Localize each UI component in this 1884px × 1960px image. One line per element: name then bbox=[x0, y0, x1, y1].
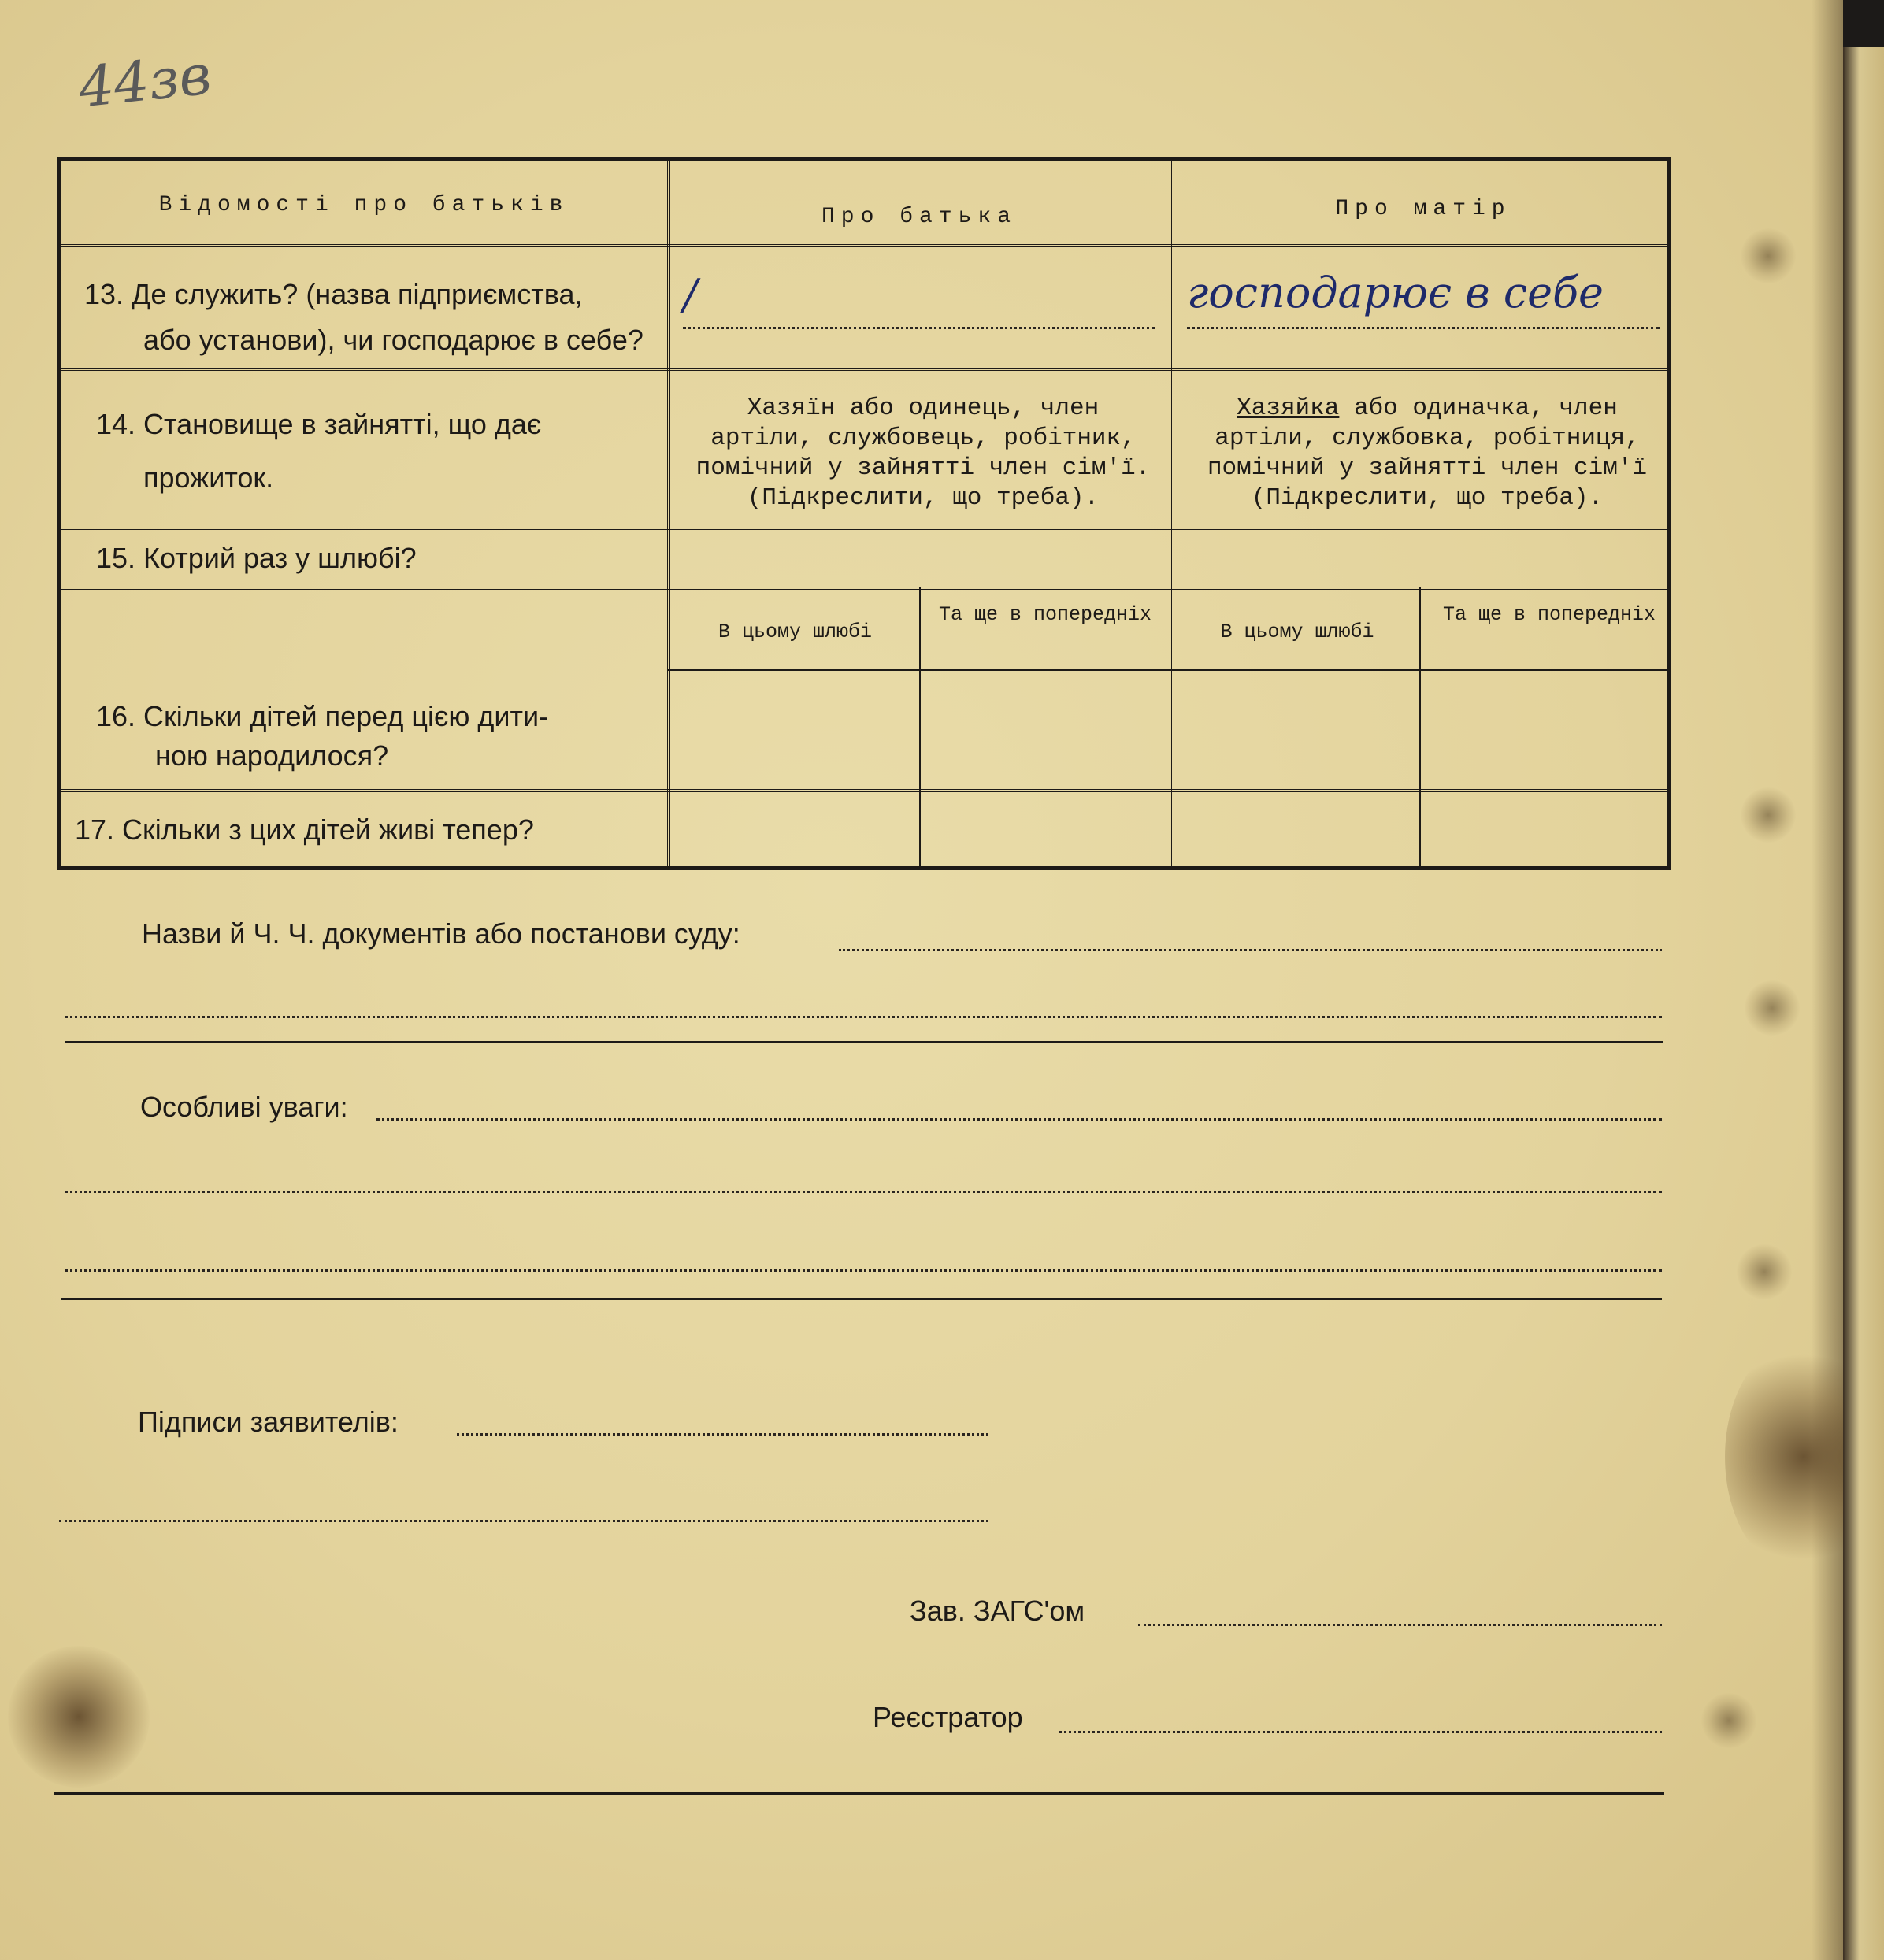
table-rule bbox=[61, 368, 1667, 371]
table-rule bbox=[61, 587, 1667, 590]
binding-back-sheet bbox=[1843, 47, 1884, 1960]
punch-hole bbox=[1745, 980, 1800, 1036]
registrar-signature-line[interactable] bbox=[1059, 1731, 1662, 1733]
q14-label bbox=[96, 398, 663, 505]
table-column-rule bbox=[667, 161, 670, 866]
bottom-rule bbox=[54, 1792, 1664, 1795]
parents-info-table bbox=[57, 157, 1671, 870]
stain-right bbox=[1725, 1339, 1843, 1575]
page-edge-shadow bbox=[1812, 0, 1843, 1960]
documents-label: Назви й Ч. Ч. документів або постанови суду: bbox=[142, 917, 740, 950]
q16-label-line2: ною народилося? bbox=[155, 739, 389, 772]
q16-mother-sub-previous: Та ще в попередніх bbox=[1442, 603, 1656, 626]
registrar-label: Реєстратор bbox=[873, 1701, 1023, 1733]
header-mother: Про матір bbox=[1335, 197, 1511, 221]
q14-mother-options[interactable] bbox=[1195, 394, 1660, 513]
q16-father-sub-current: В цьому шлюбі bbox=[718, 621, 873, 643]
remarks-field-line2[interactable] bbox=[65, 1191, 1662, 1193]
q14-mother-options-rest: або одиначка, член артіли, службовка, робітниця, помічний у зайнятті член сім'ї (Підкреслити, що треба). bbox=[1207, 395, 1648, 512]
q15-label: 15. Котрий раз у шлюбі? bbox=[96, 542, 417, 574]
q13-mother-line bbox=[1187, 327, 1660, 329]
table-rule bbox=[61, 529, 1667, 532]
subheader-rule bbox=[667, 669, 1667, 671]
remarks-label: Особливі уваги: bbox=[140, 1091, 348, 1123]
signatures-field-line1[interactable] bbox=[457, 1433, 988, 1436]
punch-hole bbox=[1701, 1693, 1756, 1748]
q14-mother-underlined-choice: Хазяйка bbox=[1237, 395, 1340, 422]
table-column-rule bbox=[1171, 161, 1174, 866]
documents-field-line2[interactable] bbox=[65, 1016, 1662, 1018]
q13-label-line2: або установи), чи господарює в себе? bbox=[143, 324, 643, 356]
q13-father-line bbox=[683, 327, 1155, 329]
signatures-label: Підписи заявителів: bbox=[138, 1406, 399, 1438]
section-rule bbox=[65, 1041, 1663, 1043]
q13-father-value[interactable]: / bbox=[683, 270, 698, 320]
punch-hole bbox=[1741, 228, 1796, 283]
zags-head-label: Зав. ЗАГС'ом bbox=[910, 1595, 1085, 1627]
punch-hole bbox=[1737, 1244, 1792, 1299]
q13-label-line1: 13. Де служить? (назва підприємства, bbox=[84, 278, 583, 310]
documents-field-line1[interactable] bbox=[839, 949, 1662, 951]
q16-label bbox=[96, 697, 663, 776]
table-subcolumn-rule bbox=[919, 587, 921, 866]
stain-bottom-left bbox=[8, 1646, 150, 1788]
remarks-field-line1[interactable] bbox=[376, 1118, 1662, 1121]
q17-label: 17. Скільки з цих дітей живі тепер? bbox=[75, 813, 534, 846]
header-father: Про батька bbox=[821, 205, 1018, 229]
punch-hole bbox=[1741, 787, 1796, 843]
table-rule bbox=[61, 244, 1667, 247]
q16-label-line1: 16. Скільки дітей перед цією дити- bbox=[96, 700, 549, 732]
header-info: Відомості про батьків bbox=[158, 193, 569, 217]
q16-father-sub-previous: Та ще в попередніх bbox=[938, 603, 1152, 626]
signatures-field-line2[interactable] bbox=[59, 1520, 988, 1522]
section-rule bbox=[61, 1298, 1662, 1300]
q14-father-options[interactable]: Хазяїн або одинець, член артіли, службовець, робітник, помічний у зайнятті член сім'ї. (Підкреслити, що треба). bbox=[695, 395, 1151, 512]
page-number-mark: 44зв bbox=[76, 42, 214, 120]
q13-mother-value[interactable]: господарює в себе bbox=[1187, 268, 1604, 317]
q16-mother-sub-current: В цьому шлюбі bbox=[1220, 621, 1374, 643]
remarks-field-line3[interactable] bbox=[65, 1269, 1662, 1272]
zags-head-signature-line[interactable] bbox=[1138, 1624, 1662, 1626]
q14-label-line2: прожиток. bbox=[143, 461, 274, 494]
table-rule bbox=[61, 789, 1667, 792]
q13-label bbox=[84, 272, 667, 363]
q14-label-line1: 14. Становище в зайнятті, що дає bbox=[96, 408, 542, 440]
table-subcolumn-rule bbox=[1419, 587, 1421, 866]
